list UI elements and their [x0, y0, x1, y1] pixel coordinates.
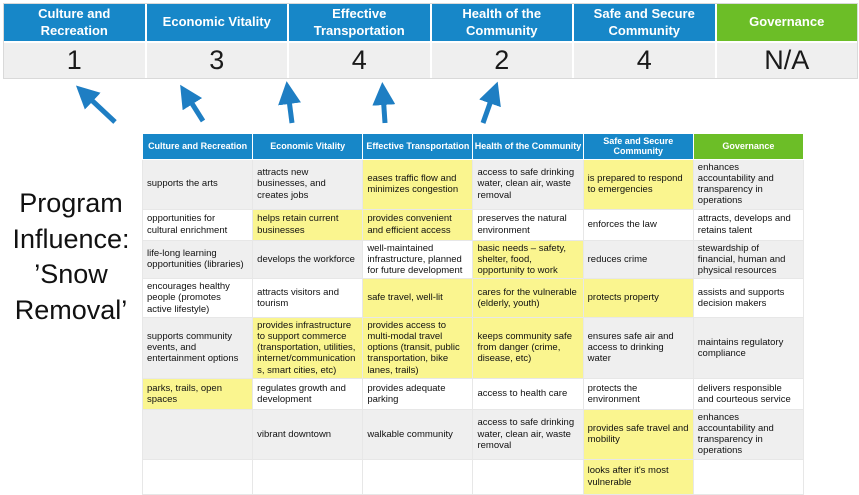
matrix-cell: provides adequate parking — [363, 378, 473, 409]
matrix-cell: cares for the vulnerable (elderly, youth) — [473, 279, 583, 318]
matrix-cell: provides infrastructure to support commerce (transportation, utilities, internet/communications, smart cities, etc) — [253, 317, 363, 378]
matrix-header-health-of-the-community: Health of the Community — [473, 134, 583, 160]
matrix-cell: ensures safe air and access to drinking water — [583, 317, 693, 378]
matrix-cell: supports community events, and entertainment options — [143, 317, 253, 378]
up-left-arrow-icon — [84, 93, 115, 122]
influence-matrix — [142, 133, 804, 495]
up-right-arrow-icon — [483, 92, 494, 123]
matrix-cell: life-long learning opportunities (libraries) — [143, 240, 253, 279]
summary-header-governance: Governance — [717, 4, 858, 41]
matrix-row — [143, 459, 804, 494]
matrix-header-governance: Governance — [693, 134, 803, 160]
summary-header-economic-vitality: Economic Vitality — [147, 4, 288, 41]
matrix-cell: is prepared to respond to emergencies — [583, 159, 693, 209]
matrix-cell: access to health care — [473, 378, 583, 409]
matrix-cell: safe travel, well-lit — [363, 279, 473, 318]
matrix-cell: attracts visitors and tourism — [253, 279, 363, 318]
matrix-cell: well-maintained infrastructure, planned for future development — [363, 240, 473, 279]
matrix-row — [143, 317, 804, 378]
matrix-row — [143, 409, 804, 459]
summary-score-safe-and-secure-community: 4 — [574, 43, 715, 78]
up-arrow-icon — [383, 93, 385, 123]
matrix-cell: helps retain current businesses — [253, 209, 363, 240]
matrix-cell: develops the workforce — [253, 240, 363, 279]
matrix-cell: protects property — [583, 279, 693, 318]
summary-header-effective-transportation: Effective Transportation — [289, 4, 430, 41]
program-influence-label: Program Influence: ’Snow Removal’ — [12, 188, 130, 325]
up-left-arrow-icon — [186, 94, 203, 121]
matrix-cell: encourages healthy people (promotes active lifestyle) — [143, 279, 253, 318]
matrix-row — [143, 159, 804, 209]
matrix-header-culture-and-recreation: Culture and Recreation — [143, 134, 253, 160]
matrix-cell: maintains regulatory compliance — [693, 317, 803, 378]
summary-score-effective-transportation: 4 — [289, 43, 430, 78]
matrix-cell: eases traffic flow and minimizes congestion — [363, 159, 473, 209]
summary-score-culture-and-recreation: 1 — [4, 43, 145, 78]
matrix-cell: parks, trails, open spaces — [143, 378, 253, 409]
summary-header-health-of-the-community: Health of the Community — [432, 4, 573, 41]
matrix-cell: provides safe travel and mobility — [583, 409, 693, 459]
matrix-cell: delivers responsible and courteous service — [693, 378, 803, 409]
matrix-cell: opportunities for cultural enrichment — [143, 209, 253, 240]
matrix-row — [143, 279, 804, 318]
matrix-cell: regulates growth and development — [253, 378, 363, 409]
matrix-cell: attracts, develops and retains talent — [693, 209, 803, 240]
influence-arrows — [0, 78, 859, 134]
matrix-cell — [473, 459, 583, 494]
matrix-cell: provides convenient and efficient access — [363, 209, 473, 240]
matrix-cell: attracts new businesses, and creates jobs — [253, 159, 363, 209]
matrix-cell — [363, 459, 473, 494]
matrix-cell: preserves the natural environment — [473, 209, 583, 240]
matrix-cell: supports the arts — [143, 159, 253, 209]
matrix-cell: walkable community — [363, 409, 473, 459]
matrix-cell: enforces the law — [583, 209, 693, 240]
matrix-header-row — [143, 134, 804, 160]
matrix-cell: keeps community safe from danger (crime, disease, etc) — [473, 317, 583, 378]
matrix-row — [143, 378, 804, 409]
matrix-header-effective-transportation: Effective Transportation — [363, 134, 473, 160]
matrix-cell — [143, 459, 253, 494]
matrix-cell: stewardship of financial, human and physical resources — [693, 240, 803, 279]
summary-header-row — [4, 4, 857, 41]
summary-score-health-of-the-community: 2 — [432, 43, 573, 78]
matrix-cell: vibrant downtown — [253, 409, 363, 459]
summary-score-row — [4, 43, 857, 78]
matrix-cell: protects the environment — [583, 378, 693, 409]
summary-header-safe-and-secure-community: Safe and Secure Community — [574, 4, 715, 41]
summary-score-economic-vitality: 3 — [147, 43, 288, 78]
matrix-header-safe-and-secure-community: Safe and Secure Community — [583, 134, 693, 160]
matrix-cell: enhances accountability and transparency in operations — [693, 159, 803, 209]
matrix-cell: reduces crime — [583, 240, 693, 279]
matrix-cell: looks after it's most vulnerable — [583, 459, 693, 494]
matrix-cell: access to safe drinking water, clean air, waste removal — [473, 159, 583, 209]
matrix-row — [143, 209, 804, 240]
matrix-body — [143, 159, 804, 494]
matrix-cell: access to safe drinking water, clean air, waste removal — [473, 409, 583, 459]
matrix-cell — [253, 459, 363, 494]
matrix-header-economic-vitality: Economic Vitality — [253, 134, 363, 160]
summary-banner — [3, 3, 858, 79]
up-arrow-icon — [288, 92, 292, 123]
summary-score-governance: N/A — [717, 43, 858, 78]
summary-header-culture-and-recreation: Culture and Recreation — [4, 4, 145, 41]
matrix-cell — [143, 409, 253, 459]
matrix-cell: enhances accountability and transparency in operations — [693, 409, 803, 459]
matrix-cell: assists and supports decision makers — [693, 279, 803, 318]
matrix-cell: basic needs – safety, shelter, food, opportunity to work — [473, 240, 583, 279]
matrix-cell: provides access to multi-modal travel options (transit, public transportation, bike lanes, trails) — [363, 317, 473, 378]
matrix-cell — [693, 459, 803, 494]
matrix-row — [143, 240, 804, 279]
